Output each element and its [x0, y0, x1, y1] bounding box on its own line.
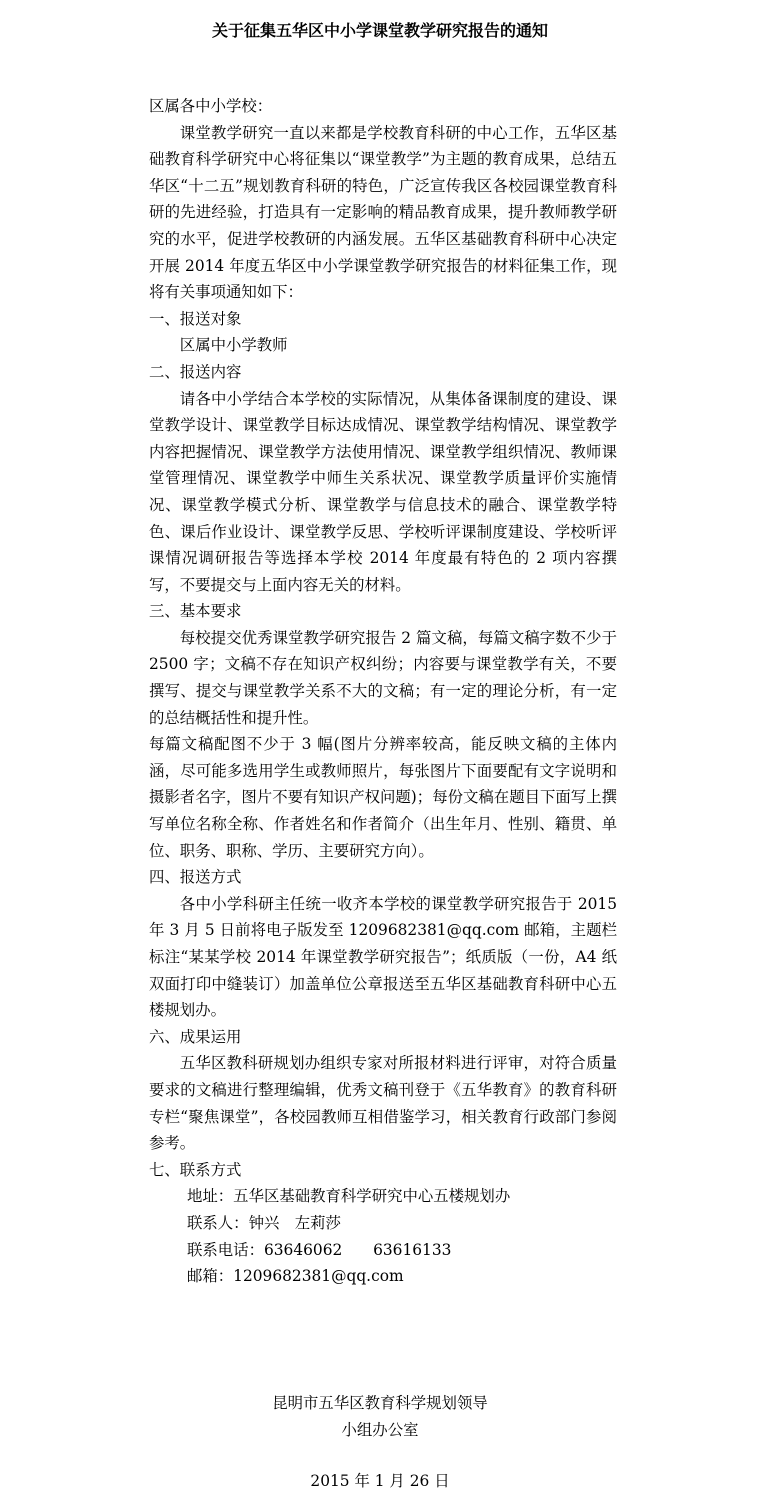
contact-address: 地址：五华区基础教育科学研究中心五楼规划办 — [187, 1187, 511, 1206]
contact-phone: 联系电话：63646062 63616133 — [187, 1240, 452, 1259]
signature-line: 昆明市五华区教育科学规划领导 — [272, 1394, 488, 1412]
document-date: 2015 年 1 月 26 日 — [310, 1472, 450, 1490]
contact-email: 邮箱：1209682381@qq.com — [187, 1267, 404, 1286]
signature-block — [0, 1390, 760, 1444]
document-title: 关于征集五华区中小学课堂教学研究报告的通知 — [211, 21, 548, 40]
section-heading: 六、成果运用 — [149, 1027, 242, 1046]
section-heading: 四、报送方式 — [149, 868, 242, 887]
section-paragraph: 每篇文稿配图不少于 3 幅(图片分辨率较高，能反映文稿的主体内涵，尽可能多选用学生或教师照片，每张图片下面要配有文字说明和摄影者名字，图片不要有知识产权问题)；每份文稿在题目下面写上撰写单位名称全称、作者姓名和作者简介（出生年月、性别、籍贯、单位、职务、职称、学历、主要研究方向）。 — [149, 735, 617, 860]
contact-heading: 七、联系方式 — [149, 1160, 242, 1179]
document-body — [149, 93, 617, 1290]
section-paragraph: 请各中小学结合本学校的实际情况，从集体备课制度的建设、课堂教学设计、课堂教学目标达成情况、课堂教学结构情况、课堂教学内容把握情况、课堂教学方法使用情况、课堂教学组织情况、教师课堂管理情况、课堂教学中师生关系状况、课堂教学质量评价实施情况、课堂教学模式分析、课堂教学与信息技术的融合、课堂教学特色、课后作业设计、课堂教学反思、学校听评课制度建设、学校听评课情况调研报告等选择本学校 2014 年度最有特色的 2 项内容撰写，不要提交与上面内容无关的材料。 — [149, 389, 617, 594]
section-paragraph: 五华区教科研规划办组织专家对所报材料进行评审，对符合质量要求的文稿进行整理编辑，优秀文稿刊登于《五华教育》的教育科研专栏“聚焦课堂”，各校园教师互相借鉴学习，相关教育行政部门参阅参考。 — [149, 1054, 617, 1153]
section-heading: 三、基本要求 — [149, 602, 242, 621]
section-paragraph: 每校提交优秀课堂教学研究报告 2 篇文稿，每篇文稿字数不少于 2500 字；文稿不存在知识产权纠纷；内容要与课堂教学有关，不要撰写、提交与课堂教学关系不大的文稿；有一定的理论分析，有一定的总结概括性和提升性。 — [149, 628, 617, 727]
section-heading: 一、报送对象 — [149, 309, 242, 328]
section-paragraph: 区属中小学教师 — [179, 336, 288, 355]
signature-line: 小组办公室 — [341, 1421, 419, 1439]
intro-paragraph: 课堂教学研究一直以来都是学校教育科研的中心工作，五华区基础教育科学研究中心将征集以“课堂教学”为主题的教育成果，总结五华区“十二五”规划教育科研的特色，广泛宣传我区各校园课堂教育科研的先进经验，打造具有一定影响的精品教育成果，提升教师教学研究的水平，促进学校教研的内涵发展。五华区基础教育科研中心决定开展 2014 年度五华区中小学课堂教学研究报告的材料征集工作，现将有关事项通知如下： — [149, 123, 617, 302]
section-paragraph: 各中小学科研主任统一收齐本学校的课堂教学研究报告于 2015 年 3 月 5 日前将电子版发至 1209682381@qq.com 邮箱，主题栏标注“某某学校 2014 年课堂教学研究报告”；纸质版（一份，A4 纸双面打印中缝装订）加盖单位公章报送至五华区基础教育科研中心五楼规划办。 — [149, 894, 617, 1020]
section-heading: 二、报送内容 — [149, 362, 242, 381]
contact-person: 联系人：钟兴 左莉莎 — [187, 1213, 341, 1232]
salutation: 区属各中小学校： — [149, 97, 273, 115]
